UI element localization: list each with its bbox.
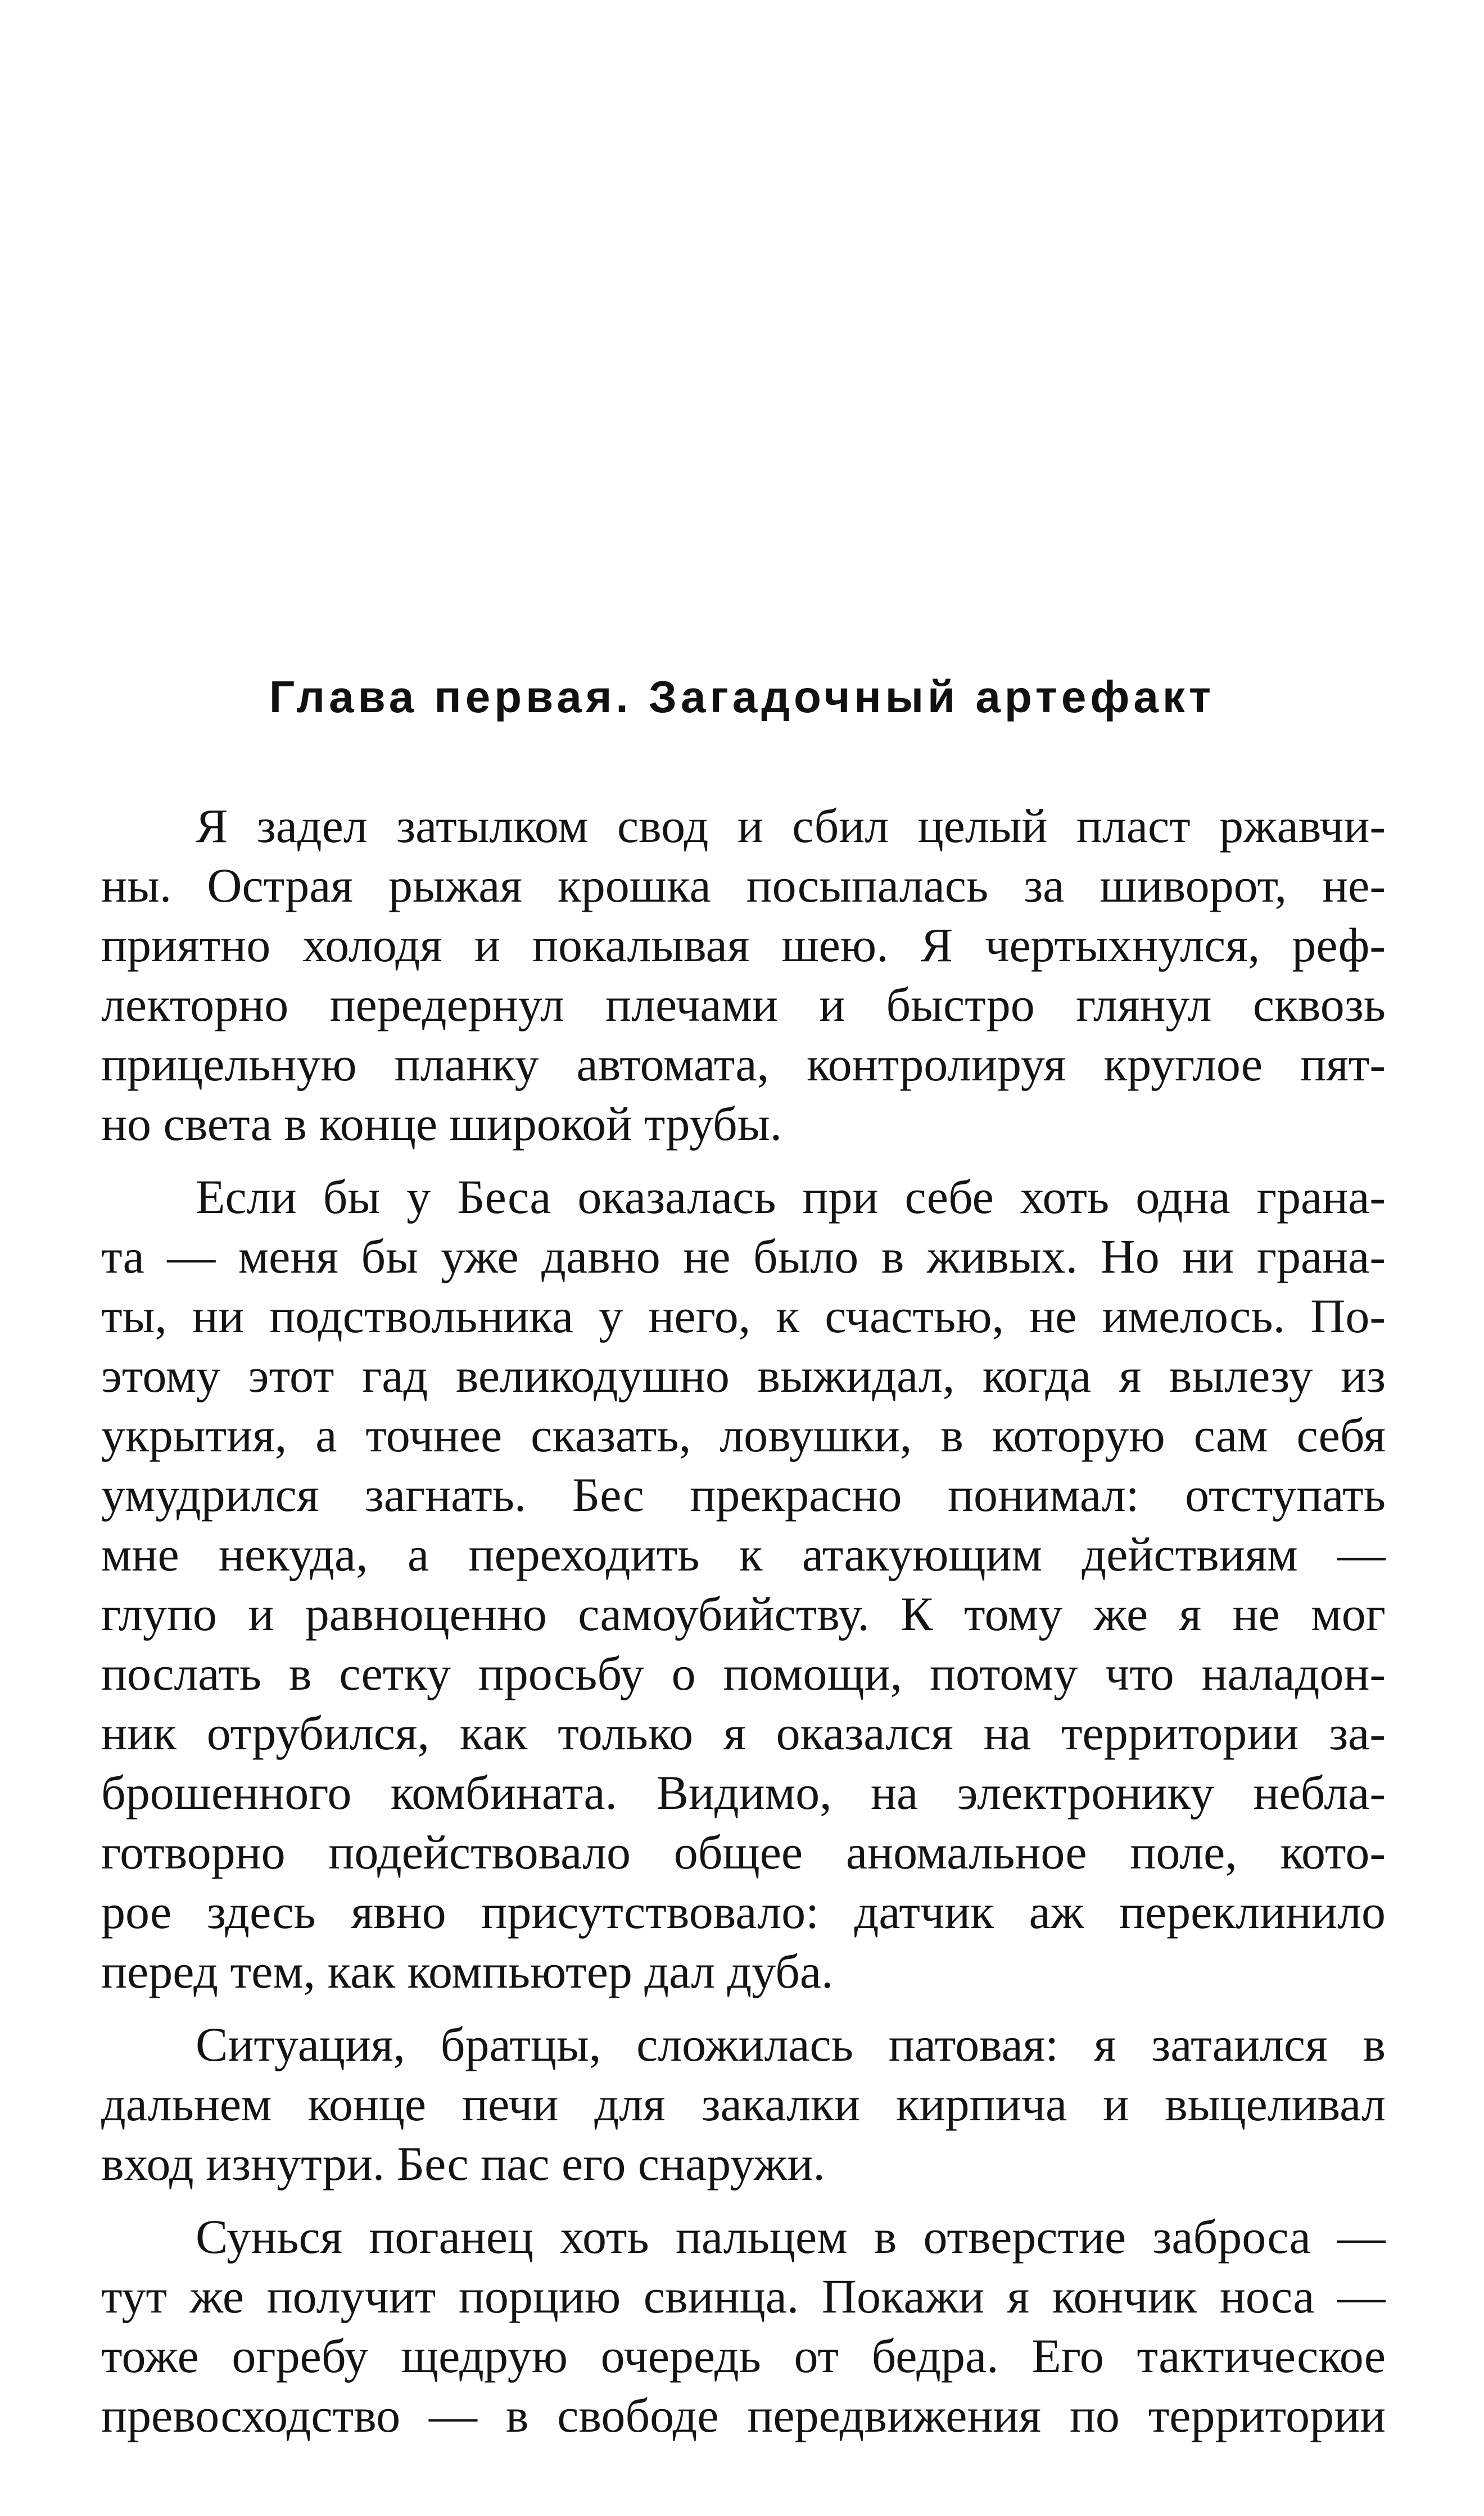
text-line: перед тем, как компьютер дал дуба. [101,1944,834,1998]
text-line: приятно холодя и покалывая шею. Я чертыхнулся, реф- [101,918,1386,972]
text-line: ник отрубился, как только я оказался на территории за- [101,1706,1386,1760]
text-line: ны. Острая рыжая крошка посыпалась за шиворот, не- [101,858,1386,912]
text-body [101,796,1386,2459]
text-line: рое здесь явно присутствовало: датчик аж переклинило [101,1885,1386,1939]
text-line: но света в конце широкой трубы. [101,1097,782,1151]
text-line: тоже огребу щедрую очередь от бедра. Его тактическое [101,2329,1386,2383]
chapter-title: Глава первая. Загадочный артефакт [269,672,1215,722]
paragraph-3 [101,2015,1386,2193]
text-line: готворно подействовало общее аномальное поле, кото- [101,1825,1386,1879]
paragraph-1 [101,796,1386,1153]
paragraph-4 [101,2207,1386,2445]
text-line: этому этот гад великодушно выжидал, когда я вылезу из [101,1348,1386,1402]
text-line: глупо и равноценно самоубийству. К тому же я не мог [101,1587,1386,1641]
text-line: мне некуда, а переходить к атакующим действиям — [101,1527,1386,1581]
text-line: Сунься поганец хоть пальцем в отверстие заброса — [196,2210,1386,2264]
text-line: послать в сетку просьбу о помощи, потому что наладон- [101,1646,1386,1700]
text-line: укрытия, а точнее сказать, ловушки, в которую сам себя [101,1408,1386,1462]
text-line: Я задел затылком свод и сбил целый пласт ржавчи- [196,799,1386,853]
text-line: умудрился загнать. Бес прекрасно понимал: отступать [101,1468,1386,1522]
paragraph-2 [101,1167,1386,2001]
text-line: прицельную планку автомата, контролируя круглое пят- [101,1037,1386,1091]
text-line: дальнем конце печи для закалки кирпича и выцеливал [101,2077,1386,2131]
text-line: Если бы у Беса оказалась при себе хоть одна грана- [196,1170,1386,1224]
text-line: лекторно передернул плечами и быстро глянул сквозь [101,978,1386,1031]
text-line: ты, ни подствольника у него, к счастью, не имелось. По- [101,1289,1386,1343]
text-line: брошенного комбината. Видимо, на электронику небла- [101,1766,1386,1820]
text-line: Ситуация, братцы, сложилась патовая: я затаился в [196,2017,1386,2071]
text-line: та — меня бы уже давно не было в живых. Но ни грана- [101,1229,1386,1283]
text-line: вход изнутри. Бес пас его снаружи. [101,2137,825,2191]
text-line: превосходство — в свободе передвижения по территории [101,2388,1386,2442]
text-line: тут же получит порцию свинца. Покажи я кончик носа — [101,2269,1386,2323]
